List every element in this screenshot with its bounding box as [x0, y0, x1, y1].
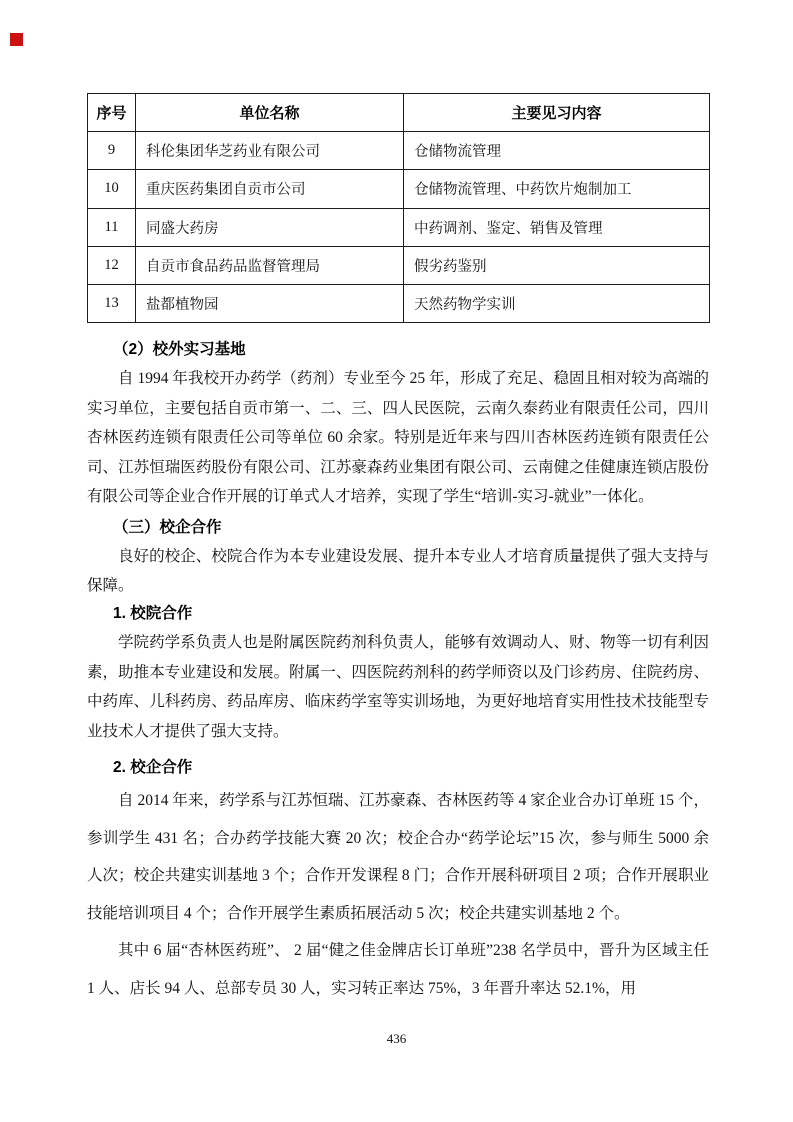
paragraph-cooperation: 良好的校企、校院合作为本专业建设发展、提升本专业人才培育质量提供了强大支持与保障。 — [87, 547, 709, 594]
cell-content: 假劣药鉴别 — [404, 246, 710, 284]
section-heading-school-hospital: 1. 校院合作 — [113, 605, 193, 623]
paragraph-school-enterprise-2: 其中 6 届“杏林医药班”、 2 届“健之佳金牌店长订单班”238 名学员中，晋升为区域主任 1 人、店长 94 人、总部专员 30 人，实习转正率达 75%，3 年晋升率达 52.1%，用 — [87, 942, 709, 997]
cell-content: 仓储物流管理、中药饮片炮制加工 — [404, 170, 710, 208]
table-row — [88, 170, 710, 208]
cell-no: 13 — [88, 285, 136, 323]
table-row — [88, 132, 710, 170]
cell-unit-name: 自贡市食品药品监督管理局 — [136, 246, 404, 284]
paragraph-offsite-bases: 自 1994 年我校开办药学（药剂）专业至今 25 年，形成了充足、稳固且相对较为高端的实习单位，主要包括自贡市第一、二、三、四人民医院，云南久泰药业有限责任公司，四川杏林医药连锁有限责任公司等单位 60 余家。特别是近年来与四川杏林医药连锁有限责任公司、江苏恒瑞医药股份有限公司、江苏豪森药业集团有限公司、云南健之佳健康连锁店股份有限公司等企业合作开展的订单式人才培养，实现了学生“培训-实习-就业”一体化。 — [87, 370, 709, 506]
page-content — [87, 93, 709, 1008]
section-heading-school-enterprise: 2. 校企合作 — [113, 758, 193, 776]
column-header-unit: 单位名称 — [136, 94, 404, 132]
cell-no: 11 — [88, 208, 136, 246]
section-heading-offsite-bases: （2）校外实习基地 — [113, 341, 246, 359]
paragraph-school-enterprise-1: 自 2014 年来，药学系与江苏恒瑞、江苏豪森、杏林医药等 4 家企业合办订单班 15 个，参训学生 431 名；合办药学技能大赛 20 次；校企合办“药学论坛”15 次，参与师生 5000 余人次；校企共建实训基地 3 个；合作开发课程 8 门；合作开展科研项目 2 项；合作开展职业技能培训项目 4 个；合作开展学生素质拓展活动 5 次；校企共建实训基地 2 个。 — [87, 791, 709, 922]
cell-unit-name: 重庆医药集团自贡市公司 — [136, 170, 404, 208]
cell-no: 9 — [88, 132, 136, 170]
page-number: 436 — [386, 1031, 407, 1046]
cell-unit-name: 科伦集团华芝药业有限公司 — [136, 132, 404, 170]
cell-unit-name: 同盛大药房 — [136, 208, 404, 246]
cell-no: 12 — [88, 246, 136, 284]
table-row — [88, 246, 710, 284]
table-header-row — [88, 94, 710, 132]
section-heading-cooperation: （三）校企合作 — [113, 518, 222, 536]
cell-content: 中药调剂、鉴定、销售及管理 — [404, 208, 710, 246]
cell-content: 天然药物学实训 — [404, 285, 710, 323]
cell-content: 仓储物流管理 — [404, 132, 710, 170]
page-marker — [10, 33, 23, 46]
table-row — [88, 285, 710, 323]
cell-no: 10 — [88, 170, 136, 208]
paragraph-school-hospital: 学院药学系负责人也是附属医院药剂科负责人，能够有效调动人、财、物等一切有利因素，助推本专业建设和发展。附属一、四医院药剂科的药学师资以及门诊药房、住院药房、中药库、儿科药房、药品库房、临床药学室等实训场地，为更好地培育实用性技术技能型专业技术人才提供了强大支持。 — [87, 634, 709, 740]
internship-units-table — [87, 93, 710, 323]
column-header-content: 主要见习内容 — [404, 94, 710, 132]
column-header-no: 序号 — [88, 94, 136, 132]
cell-unit-name: 盐都植物园 — [136, 285, 404, 323]
table-row — [88, 208, 710, 246]
